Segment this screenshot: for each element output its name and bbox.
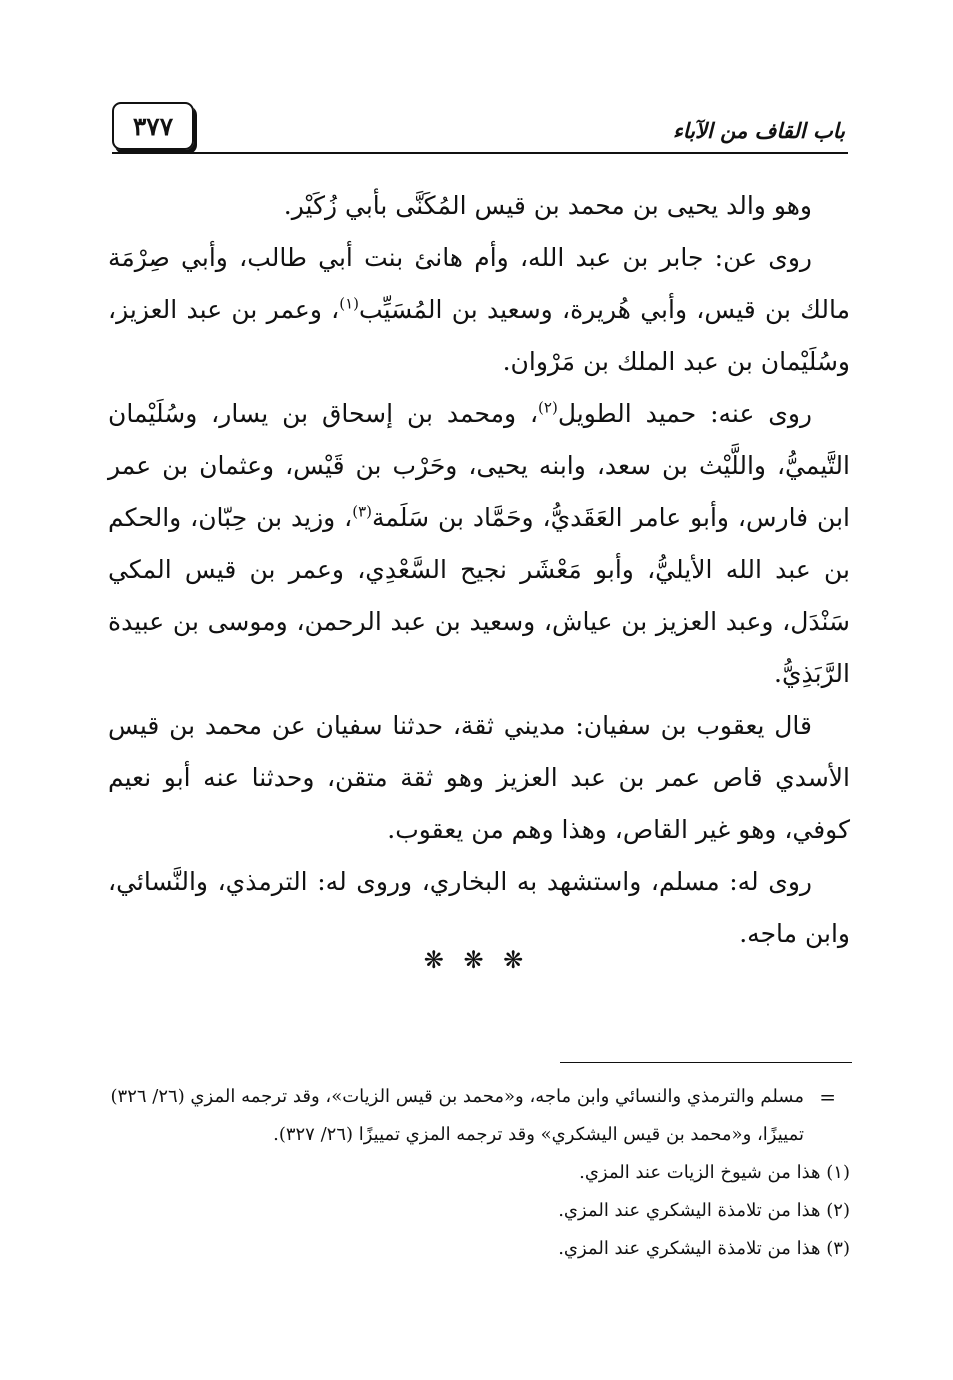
section-separator: ❋ ❋ ❋ [423, 946, 530, 974]
footnote-continuation [108, 1078, 850, 1154]
paragraph-3-text-b: ، ومحمد بن إسحاق بن يسار، وسُلَيْمان التَّيميُّ، واللَّيْث بن سعد، وابنه يحيى، وحَرْب بن قَيْس، وعثمان بن عمر ابن فارس، وأبو عامر العَقَديُّ، وحَمَّاد بن سَلَمة [108, 399, 850, 532]
running-head: باب القاف من الآباء [672, 118, 845, 143]
paragraph-1: وهو والد يحيى بن محمد بن قيس المُكَنَّى بأبي زُكَيْر. [283, 191, 812, 220]
footnote-continuation-text: مسلم والترمذي والنسائي وابن ماجه، و«محمد بن قيس الزيات»، وقد ترجمه المزي (٢٦/ ٣٢٦) تمييزًا، و«محمد بن قيس اليشكري» وقد ترجمه المزي تمييزًا (٢٦/ ٣٢٧). [110, 1086, 804, 1145]
paragraph-3-text-c: ، وزيد بن حِبّان، والحكم بن عبد الله الأيليُّ، وأبو مَعْشَر نجيح السَّعْدِي، وعمر بن قيس المكي سَنْدَل، وعبد العزيز بن عياش، وسعيد بن عبد الرحمن، وموسى بن عبيدة الرَّبَذِيُّ. [108, 503, 850, 688]
footnote-ref-1: (١) [339, 294, 360, 313]
paragraph-2 [108, 232, 850, 388]
paragraph-4: قال يعقوب بن سفيان: مديني ثقة، حدثنا سفيان عن محمد بن قيس الأسدي قاص عمر بن عبد العزيز وهو ثقة متقن، وحدثنا عنه أبو نعيم كوفي، وهو غير القاص، وهذا وهم من يعقوب. [108, 711, 850, 844]
footnote-ref-2: (٢) [538, 398, 558, 417]
continuation-mark: = [819, 1085, 836, 1109]
paragraph-2-text: روى عن: جابر بن عبد الله، وأم هانئ بنت أبي طالب، وأبي صِرْمَة مالك بن قيس، وأبي هُريرة، وسعيد بن المُسَيِّب [108, 243, 850, 324]
footnote-1: (١) هذا من شيوخ الزيات عند المزي. [579, 1162, 850, 1183]
page-number-text: ٣٧٧ [132, 111, 174, 141]
paragraph-2-tail: ، وعمر بن عبد العزيز، وسُلَيْمان بن عبد الملك بن مَرْوان. [108, 295, 850, 376]
main-text [108, 180, 850, 960]
footnotes [108, 1078, 850, 1268]
paragraph-5: روى له: مسلم، واستشهد به البخاري، وروى له: الترمذي، والنَّسائي، وابن ماجه. [108, 867, 850, 948]
header-rule [112, 152, 848, 154]
footnote-rule [560, 1062, 852, 1063]
paragraph-3 [108, 388, 850, 700]
paragraph-3-text-a: روى عنه: حميد الطويل [557, 399, 812, 428]
page-number [112, 102, 194, 150]
footnote-ref-3: (٣) [352, 502, 372, 521]
footnote-3: (٣) هذا من تلامذة اليشكري عند المزي. [558, 1238, 850, 1259]
footnote-2: (٢) هذا من تلامذة اليشكري عند المزي. [558, 1200, 850, 1221]
